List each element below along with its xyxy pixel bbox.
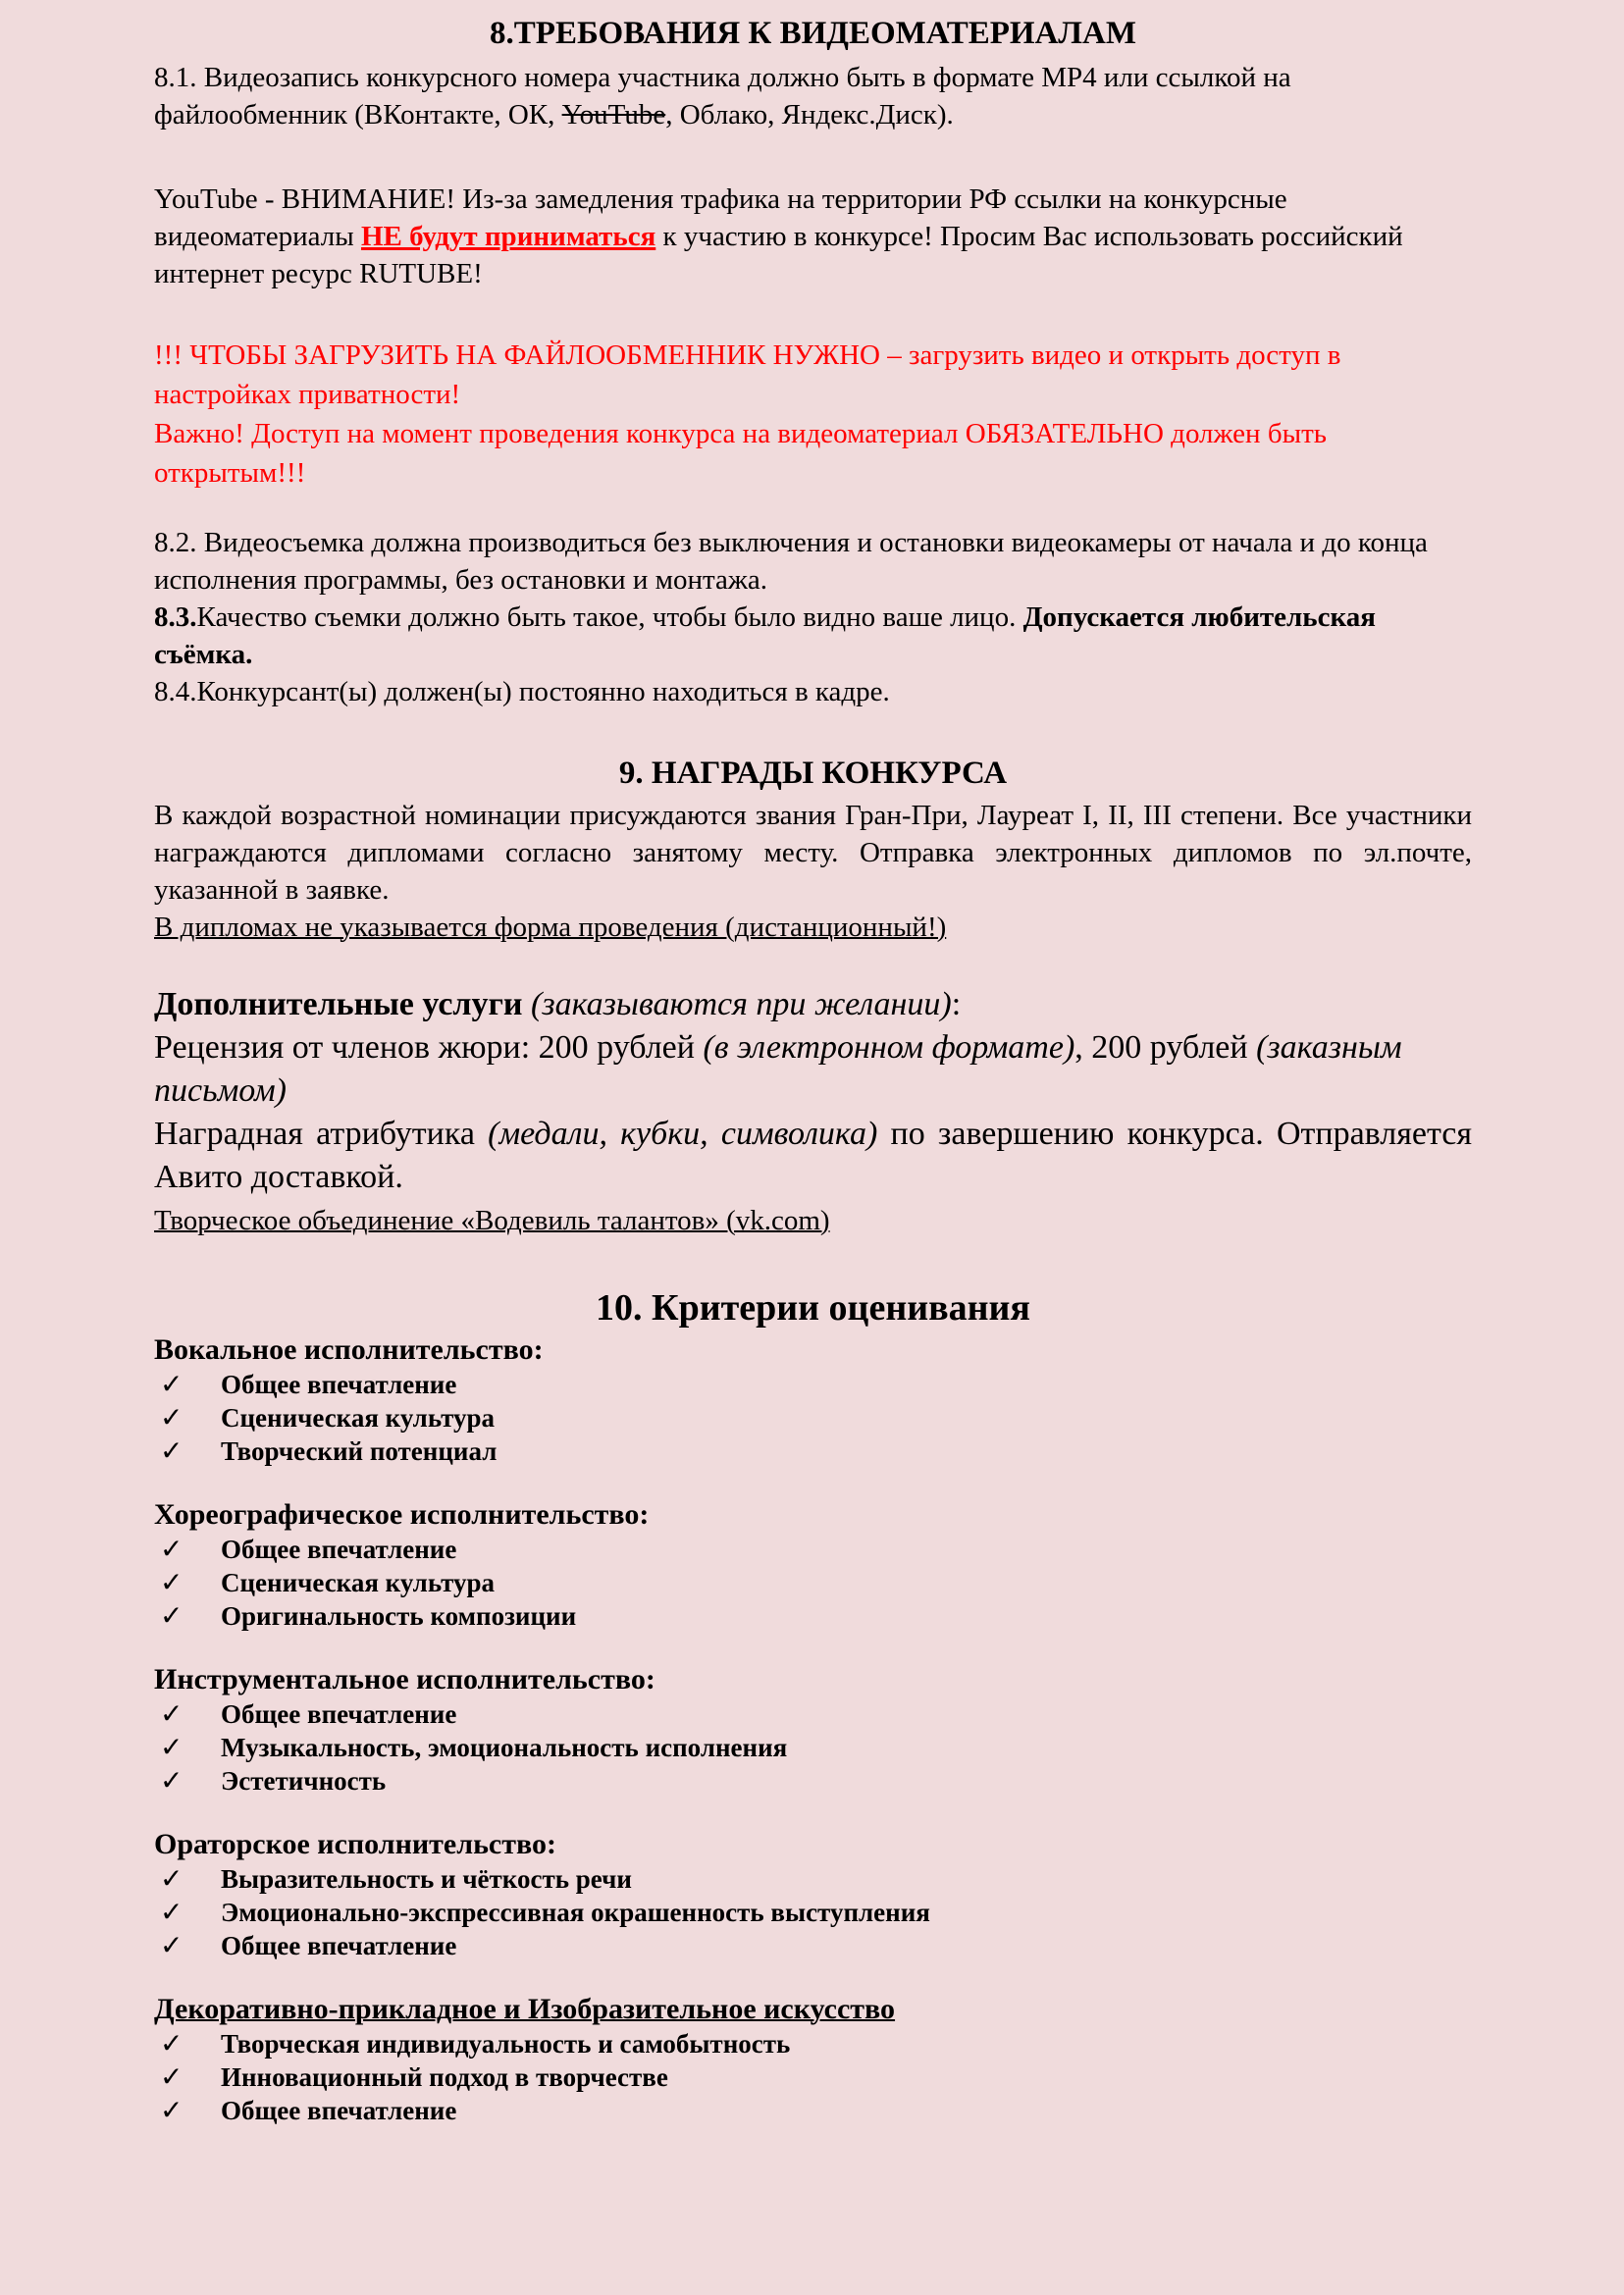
checkmark-icon: ✓ (160, 1566, 183, 1598)
attributes-text-b: по завершению конкурса. Отправляется Авито доставкой. (154, 1116, 1472, 1195)
criteria-item-label: Сценическая культура (221, 1568, 496, 1597)
para-8-2: 8.2. Видеосъемка должна производиться без выключения и остановки видеокамеры от начала и до конца исполнения программы, без остановки и монтажа. (154, 527, 1428, 596)
criteria-item (154, 1697, 1472, 1731)
red-notice-block (154, 336, 1472, 493)
criteria-group-heading: Ораторское исполнительство: (154, 1828, 556, 1860)
criteria-group-heading-underlined: Декоративно-прикладное и Изобразительное искусство (154, 1993, 896, 2025)
checkmark-icon: ✓ (160, 1434, 183, 1467)
criteria-item-label: Музыкальность, эмоциональность исполнения (221, 1733, 788, 1762)
criteria-group-heading: Хореографическое исполнительство: (154, 1498, 650, 1531)
criteria-item-label: Творческая индивидуальность и самобытность (221, 2029, 791, 2059)
checkmark-icon: ✓ (160, 1896, 183, 1928)
para-8-1 (154, 59, 1472, 133)
criteria-group-heading: Инструментальное исполнительство: (154, 1663, 655, 1695)
criteria-group-vocal (154, 1332, 1472, 1468)
checkmark-icon: ✓ (160, 1533, 183, 1565)
checkmark-icon: ✓ (160, 1401, 183, 1434)
para-8-1-text-b: , Облако, Яндекс.Диск). (665, 99, 954, 130)
attributes-italic: (медали, кубки, символика) (488, 1116, 878, 1152)
criteria-group-heading (154, 1992, 1472, 2027)
criteria-item-label: Инновационный подход в творчестве (221, 2062, 668, 2092)
criteria-item (154, 1401, 1472, 1434)
criteria-item-label: Выразительность и чёткость речи (221, 1864, 632, 1894)
criteria-item (154, 1764, 1472, 1798)
criteria-item-label: Сценическая культура (221, 1403, 496, 1433)
section10-title: 10. Критерии оценивания (596, 1287, 1030, 1329)
criteria-group-choreography (154, 1497, 1472, 1633)
criteria-item (154, 1533, 1472, 1566)
section9-title: 9. НАГРАДЫ КОНКУРСА (618, 756, 1008, 791)
criteria-item (154, 1862, 1472, 1896)
youtube-warning-text-a: YouTube - ВНИМАНИЕ! Из-за замедления трафика на территории РФ ссылки на конкурсные видеоматериалы (154, 183, 1287, 252)
criteria-item-label: Оригинальность композиции (221, 1601, 577, 1631)
services-attributes-line (154, 1113, 1472, 1199)
attributes-text-a: Наградная атрибутика (154, 1116, 489, 1152)
criteria-item-label: Общее впечатление (221, 1699, 457, 1729)
criteria-group-decorative-art (154, 1992, 1472, 2127)
red-notice-line-2: Важно! Доступ на момент проведения конкурса на видеоматериал ОБЯЗАТЕЛЬНО должен быть открытым!!! (154, 418, 1327, 489)
criteria-item-label: Общее впечатление (221, 1370, 457, 1399)
criteria-item-label: Общее впечатление (221, 1535, 457, 1564)
red-notice-line-1: !!! ЧТОБЫ ЗАГРУЗИТЬ НА ФАЙЛООБМЕННИК НУЖНО – загрузить видео и открыть доступ в настройках приватности! (154, 339, 1341, 410)
diploma-note-underlined: В дипломах не указывается форма проведения (дистанционный!) (154, 912, 947, 943)
checkmark-icon: ✓ (160, 1764, 183, 1797)
services-heading-bold: Дополнительные услуги (154, 986, 523, 1022)
para-8-3-text: Качество съемки должно быть такое, чтобы было видно ваше лицо. (196, 601, 1023, 633)
para-9-awards: В каждой возрастной номинации присуждаются звания Гран-При, Лауреат I, II, III степени. Все участники награждаются дипломами согласно занятому месту. Отправка электронных дипломов по эл.почте, указанной в заявке. (154, 800, 1472, 906)
services-heading (154, 983, 1472, 1026)
criteria-item (154, 1896, 1472, 1929)
vk-link-line (154, 1201, 1472, 1240)
checkmark-icon: ✓ (160, 1599, 183, 1632)
criteria-item-label: Эстетичность (221, 1766, 387, 1796)
checkmark-icon: ✓ (160, 2060, 183, 2093)
checkmark-icon: ✓ (160, 1697, 183, 1730)
criteria-item (154, 1731, 1472, 1764)
criteria-item (154, 2094, 1472, 2127)
services-review-line (154, 1026, 1472, 1113)
para-9-diploma-note (154, 909, 1472, 946)
services-heading-colon: : (951, 986, 962, 1022)
checkmark-icon: ✓ (160, 1731, 183, 1763)
review-text-b: , 200 рублей (1074, 1029, 1257, 1066)
criteria-item (154, 1434, 1472, 1468)
para-8-4: 8.4.Конкурсант(ы) должен(ы) постоянно находиться в кадре. (154, 676, 890, 707)
criteria-item-label: Общее впечатление (221, 1931, 457, 1960)
review-italic-1: (в электронном формате) (703, 1029, 1075, 1066)
criteria-item (154, 2060, 1472, 2094)
youtube-strikethrough-text: YouTube (561, 99, 666, 130)
para-8-3-number: 8.3. (154, 601, 197, 633)
criteria-item (154, 1599, 1472, 1633)
review-italic-2: (заказным письмом) (154, 1029, 1402, 1109)
not-accepted-emphasis: НЕ будут приниматься (360, 221, 656, 252)
criteria-item-label: Общее впечатление (221, 2096, 457, 2125)
criteria-item (154, 1368, 1472, 1401)
para-8-1-text-a: 8.1. Видеозапись конкурсного номера участника должно быть в формате MP4 или ссылкой на файлообменник (ВКонтакте, ОК, (154, 62, 1291, 130)
para-8-3-bold-tail: Допускается любительская съёмка. (154, 601, 1376, 670)
vodevil-talantov-link[interactable]: Творческое объединение «Водевиль талантов» (vk.com) (154, 1205, 830, 1236)
youtube-warning-text-b: к участию в конкурсе! Просим Вас использовать российский интернет ресурс RUTUBE! (154, 221, 1403, 289)
section8-title: 8.ТРЕБОВАНИЯ К ВИДЕОМАТЕРИАЛАМ (490, 16, 1136, 51)
checkmark-icon: ✓ (160, 2027, 183, 2060)
para-8-3 (154, 599, 1472, 673)
checkmark-icon: ✓ (160, 1929, 183, 1961)
criteria-group-heading: Вокальное исполнительство: (154, 1333, 544, 1366)
criteria-group-oratory (154, 1827, 1472, 1962)
para-youtube-warning (154, 181, 1472, 292)
checkmark-icon: ✓ (160, 2094, 183, 2126)
checkmark-icon: ✓ (160, 1862, 183, 1895)
criteria-group-instrumental (154, 1662, 1472, 1798)
services-heading-italic: (заказываются при желании) (522, 986, 952, 1022)
criteria-item (154, 1566, 1472, 1599)
review-text-a: Рецензия от членов жюри: 200 рублей (154, 1029, 704, 1066)
criteria-item (154, 1929, 1472, 1962)
checkmark-icon: ✓ (160, 1368, 183, 1400)
criteria-item-label: Эмоционально-экспрессивная окрашенность выступления (221, 1898, 930, 1927)
criteria-item-label: Творческий потенциал (221, 1436, 498, 1466)
criteria-item (154, 2027, 1472, 2060)
